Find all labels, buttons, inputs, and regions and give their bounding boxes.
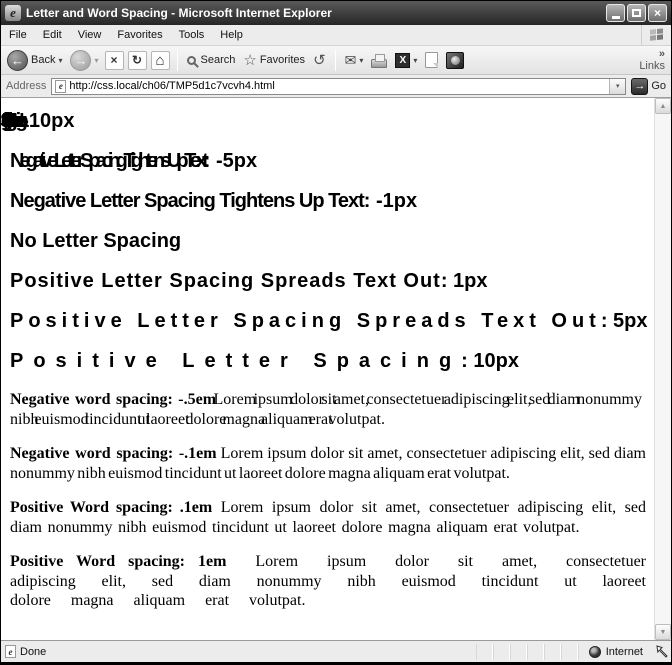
- stop-button[interactable]: [105, 51, 124, 70]
- print-icon: [371, 59, 387, 68]
- refresh-icon: ↻: [131, 53, 143, 67]
- status-cell: [510, 644, 527, 660]
- word-spacing-paragraph: [10, 498, 646, 537]
- maximize-icon: [632, 9, 641, 17]
- lorem-text: Lorem ipsum dolor sit amet, consectetuer adipiscing elit, sed diam nonummy nibh euismod tincidunt ut laoreet dolore magna aliquam erat volutpat.: [10, 499, 646, 536]
- vertical-scrollbar[interactable]: [654, 98, 671, 640]
- go-arrow-icon: →: [631, 78, 648, 95]
- title-bar[interactable]: [1, 1, 671, 25]
- mail-button[interactable]: [343, 51, 366, 70]
- menu-favorites[interactable]: Favorites: [117, 29, 163, 41]
- status-cell: [476, 644, 493, 660]
- viewport: [1, 98, 671, 640]
- letter-spacing-heading: [10, 350, 646, 373]
- letter-spacing-heading: [10, 310, 646, 333]
- forward-button[interactable]: [68, 49, 100, 72]
- letter-spacing-heading: [10, 110, 646, 133]
- spacing-value-label: : 10px: [461, 350, 519, 372]
- favorites-button[interactable]: [241, 50, 307, 70]
- spacing-value-label: : -10px: [10, 110, 75, 132]
- letter-spacing-heading: [10, 230, 646, 253]
- address-bar: [1, 75, 671, 98]
- menu-edit[interactable]: Edit: [42, 29, 62, 41]
- spacing-value-label: : -5px: [203, 150, 258, 172]
- menu-view[interactable]: View: [77, 29, 102, 41]
- letter-spaced-text: No Letter Spacing: [10, 230, 182, 252]
- menu-bar: [1, 25, 671, 46]
- back-button[interactable]: [5, 49, 64, 72]
- status-cell: [561, 644, 578, 660]
- letter-spaced-text: Positive Letter Spacing: [10, 350, 462, 372]
- menu-help[interactable]: Help: [220, 29, 243, 41]
- home-button[interactable]: [151, 51, 170, 70]
- page-tool-button[interactable]: [423, 51, 440, 69]
- letter-spaced-text: Positive Letter Spacing Spreads Text Out: [10, 270, 441, 292]
- word-spacing-paragraph: [10, 552, 646, 611]
- zone-label: Internet: [605, 645, 643, 658]
- favorites-star-icon: ☆: [243, 52, 257, 69]
- lorem-text: Lorem ipsum dolor sit amet, consectetuer adipiscing elit, sed diam nonummy nibh euismod tincidunt ut laoreet dolore magna aliquam erat volutpat.: [10, 445, 647, 482]
- letter-spaced-text: Negative Letter Spacing Tightens Up Text: [10, 150, 204, 172]
- maximize-button[interactable]: [627, 4, 646, 22]
- status-bar: [1, 640, 671, 662]
- go-label: Go: [651, 80, 666, 92]
- letter-spacing-heading: [10, 270, 646, 293]
- toolbar-separator: [177, 50, 178, 71]
- word-spacing-label: Positive Word spacing: 1em: [10, 553, 227, 571]
- ie-logo-icon: e: [5, 5, 21, 21]
- address-input-wrap: [51, 78, 626, 95]
- status-cell: [527, 644, 544, 660]
- scrollbar-track[interactable]: [655, 114, 671, 624]
- home-icon: ⌂: [155, 51, 165, 69]
- status-cell: [544, 644, 561, 660]
- go-button[interactable]: [631, 78, 666, 95]
- lorem-text: Lorem ipsum dolor sit amet, consectetuer adipiscing elit, sed diam nonummy nibh euismod tincidunt ut laoreet dolore magna aliquam erat volutpat.: [10, 391, 642, 428]
- page-favicon-icon: e: [55, 80, 66, 93]
- close-icon: ×: [653, 6, 661, 20]
- letter-spaced-text: Positive Letter Spacing Spreads Text Out: [10, 310, 601, 332]
- menu-file[interactable]: File: [9, 29, 27, 41]
- back-dropdown-icon[interactable]: ▾: [58, 55, 63, 65]
- address-dropdown-button[interactable]: [609, 79, 625, 94]
- print-button[interactable]: [369, 51, 389, 69]
- address-label: Address: [6, 80, 47, 92]
- minimize-button[interactable]: [606, 4, 625, 22]
- search-label: Search: [200, 54, 236, 66]
- scroll-up-button[interactable]: [655, 98, 671, 114]
- spacing-value-label: : -1px: [363, 190, 418, 212]
- back-icon: ←: [7, 50, 28, 71]
- page-content: [1, 98, 654, 640]
- messenger-icon: [446, 52, 464, 69]
- mail-icon: ✉: [344, 51, 357, 68]
- excel-icon: X: [395, 53, 410, 68]
- history-icon: ↺: [313, 52, 326, 69]
- status-text: Done: [20, 645, 47, 658]
- word-spacing-label: Negative word spacing: -.1em: [10, 445, 217, 463]
- links-bar[interactable]: [639, 49, 667, 72]
- favorites-label: Favorites: [259, 54, 306, 66]
- links-label: Links: [639, 59, 665, 72]
- done-page-icon: e: [5, 645, 16, 658]
- spacing-value-label: : 5px: [600, 310, 648, 332]
- minimize-icon: [612, 16, 620, 19]
- scroll-up-icon: ▲: [659, 102, 667, 110]
- mouse-cursor: [655, 644, 669, 661]
- edit-button[interactable]: [393, 52, 419, 69]
- page-icon: [425, 52, 438, 68]
- letter-spaced-text: Negative Letter Spacing Tightens Up Text: [10, 190, 364, 212]
- word-spacing-label: Positive Word spacing: .1em: [10, 499, 213, 517]
- search-icon: [187, 56, 196, 65]
- forward-dropdown-icon[interactable]: ▾: [94, 55, 99, 65]
- status-cell: [493, 644, 510, 660]
- lorem-text: Lorem ipsum dolor sit amet, consectetuer adipiscing elit, sed diam nonummy nibh euismod tincidunt ut laoreet dolore magna aliquam erat volutpat.: [10, 553, 647, 610]
- chevron-icon[interactable]: »: [658, 47, 665, 60]
- letter-spacing-heading: [10, 150, 646, 173]
- window-title: Letter and Word Spacing - Microsoft Internet Explorer: [26, 6, 332, 20]
- scroll-down-button[interactable]: [655, 624, 671, 640]
- forward-icon: →: [70, 50, 91, 71]
- messenger-button[interactable]: [444, 51, 466, 70]
- globe-icon: [589, 646, 601, 658]
- stop-icon: ×: [110, 53, 118, 67]
- mail-dropdown-icon[interactable]: ▾: [359, 55, 364, 65]
- edit-dropdown-icon[interactable]: ▾: [413, 55, 418, 65]
- windows-logo-icon: [650, 28, 664, 41]
- address-input[interactable]: [69, 80, 609, 92]
- menu-tools[interactable]: Tools: [178, 29, 205, 41]
- word-spacing-paragraph: [10, 390, 646, 429]
- refresh-button[interactable]: [128, 51, 147, 70]
- chevron-down-icon: ▾: [616, 83, 620, 90]
- scroll-down-icon: ▼: [659, 628, 667, 636]
- search-button[interactable]: [185, 53, 238, 67]
- word-spacing-label: Negative word spacing: -.5em: [10, 391, 217, 408]
- letter-spacing-heading: [10, 190, 646, 213]
- menu-spacer: [251, 25, 641, 45]
- windows-logo-cell: [641, 25, 671, 45]
- word-spacing-paragraph: [10, 444, 646, 483]
- toolbar: [1, 46, 671, 75]
- toolbar-separator: [335, 50, 336, 71]
- spacing-value-label: : 1px: [440, 270, 488, 292]
- back-label: Back: [31, 54, 56, 66]
- close-button[interactable]: [648, 4, 667, 22]
- history-button[interactable]: [311, 50, 328, 70]
